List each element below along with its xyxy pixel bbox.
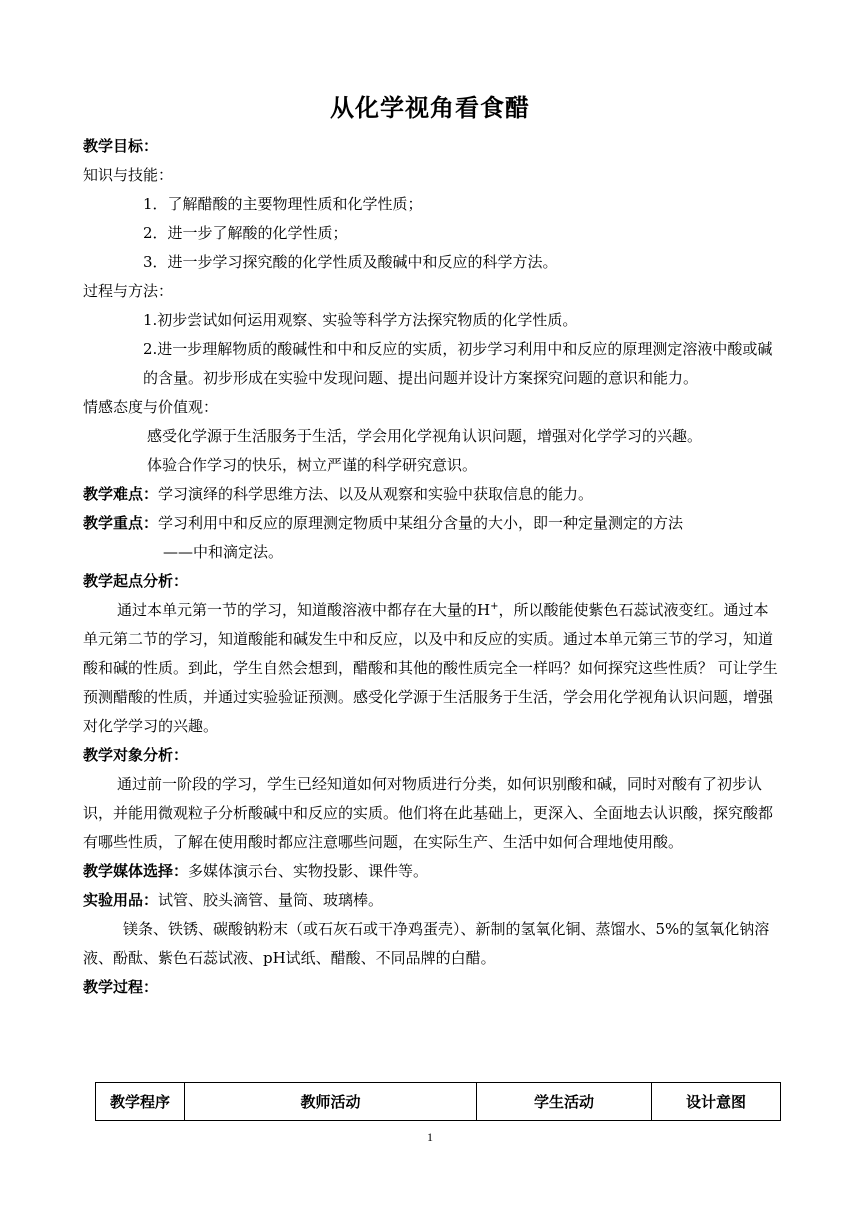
document-body xyxy=(83,132,780,1002)
emotion-line: 体验合作学习的快乐，树立严谨的科学研究意识。 xyxy=(147,456,478,474)
page-title: 从化学视角看食醋 xyxy=(330,94,530,122)
object-analysis-heading: 教学对象分析： xyxy=(83,746,189,764)
table-header-cell: 学生活动 xyxy=(477,1083,652,1121)
media-label: 教学媒体选择： xyxy=(83,862,189,880)
table-header-cell: 设计意图 xyxy=(652,1083,781,1121)
process-heading: 教学过程： xyxy=(83,978,159,996)
key-point-text: 学习利用中和反应的原理测定物质中某组分含量的大小，即一种定量测定的方法 xyxy=(158,514,684,532)
process-method-item: 2.进一步理解物质的酸碱性和中和反应的实质，初步学习利用中和反应的原理测定溶液中酸或碱的含量。初步形成在实验中发现问题、提出问题并设计方案探究问题的意识和能力。 xyxy=(143,340,773,387)
object-analysis-text: 通过前一阶段的学习，学生已经知道如何对物质进行分类，如何识别酸和碱，同时对酸有了初步认识，并能用微观粒子分析酸碱中和反应的实质。他们将在此基础上，更深入、全面地去认识酸，探究酸都有哪些性质，了解在使用酸时都应注意哪些问题，在实际生产、生活中如何合理地使用酸。 xyxy=(83,775,774,851)
page-number: 1 xyxy=(427,1130,433,1144)
supplies-row xyxy=(83,886,780,915)
key-point-label: 教学重点： xyxy=(83,514,159,532)
difficulty-label: 教学难点： xyxy=(83,485,159,503)
table-header-row xyxy=(96,1083,781,1121)
knowledge-item: 2．进一步了解酸的化学性质； xyxy=(143,224,348,242)
supplies-text: 试管、胶头滴管、量筒、玻璃棒。 xyxy=(158,891,384,909)
knowledge-heading: 知识与技能： xyxy=(83,166,174,184)
teaching-process-table xyxy=(95,1082,781,1121)
starting-analysis-text-b: ，所以酸能使紫色石蕊试液变红。通过本单元第二节的学习，知道酸能和碱发生中和反应，以及中和反应的实质。通过本单元第三节的学习，知道酸和碱的性质。到此，学生自然会想到，醋酸和其他的酸性质完全一样吗？如何探究这些性质？ 可让学生预测醋酸的性质，并通过实验验证预测。感受化学源于生活服务于生活，学会用化学视角认识问题，增强对化学学习的兴趣。 xyxy=(83,601,778,735)
starting-analysis-text xyxy=(83,596,780,741)
table-header-cell: 教师活动 xyxy=(185,1083,477,1121)
starting-analysis-text-a: 通过本单元第一节的学习，知道酸溶液中都存在大量的H xyxy=(117,601,491,619)
media-text: 多媒体演示台、实物投影、课件等。 xyxy=(188,862,429,880)
starting-analysis-heading: 教学起点分析： xyxy=(83,572,189,590)
supplies-label: 实验用品： xyxy=(83,891,159,909)
key-point-row xyxy=(83,509,780,538)
difficulty-row xyxy=(83,480,780,509)
difficulty-text: 学习演绎的科学思维方法、以及从观察和实验中获取信息的能力。 xyxy=(158,485,594,503)
key-point-continuation: ——中和滴定法。 xyxy=(163,543,284,561)
emotion-heading: 情感态度与价值观： xyxy=(83,398,219,416)
emotion-line: 感受化学源于生活服务于生活，学会用化学视角认识问题，增强对化学学习的兴趣。 xyxy=(147,427,703,445)
process-method-heading: 过程与方法： xyxy=(83,282,174,300)
supplies-extra: 镁条、铁锈、碳酸钠粉末（或石灰石或干净鸡蛋壳）、新制的氢氧化铜、蒸馏水、5%的氢氧化钠溶液、酚酞、紫色石蕊试液、pH试纸、醋酸、不同品牌的白醋。 xyxy=(83,920,770,967)
knowledge-item: 3．进一步学习探究酸的化学性质及酸碱中和反应的科学方法。 xyxy=(143,253,558,271)
media-row xyxy=(83,857,780,886)
knowledge-item: 1．了解醋酸的主要物理性质和化学性质； xyxy=(143,195,423,213)
table-header-cell: 教学程序 xyxy=(96,1083,185,1121)
hydrogen-ion-charge: + xyxy=(490,601,499,612)
objectives-heading: 教学目标： xyxy=(83,137,159,155)
process-method-item: 1.初步尝试如何运用观察、实验等科学方法探究物质的化学性质。 xyxy=(143,311,578,329)
